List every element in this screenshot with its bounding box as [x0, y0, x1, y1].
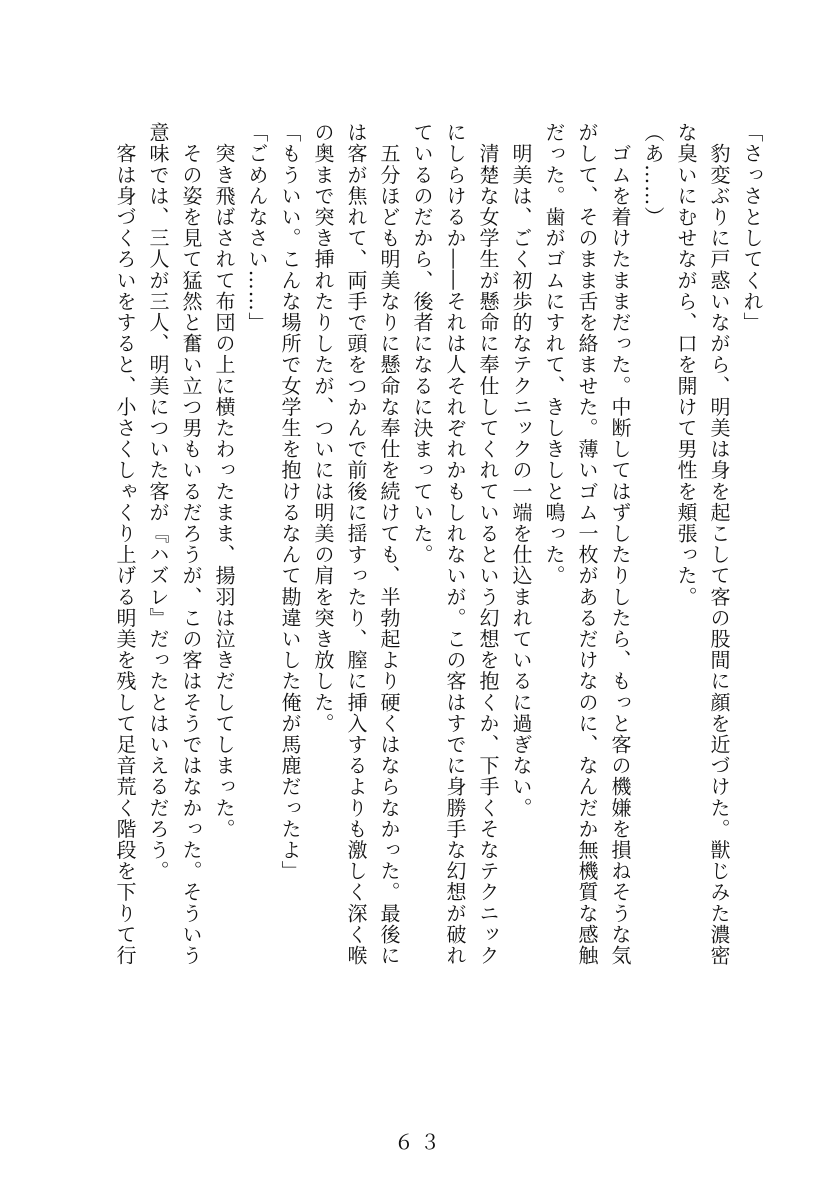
text-line: 「ごめんなさい……」	[245, 122, 269, 333]
text-line: は客が焦れて、両手で頭をつかんで前後に揺すったり、膣に挿入するよりも激しく深く喉	[344, 122, 368, 966]
page-number: ６３	[394, 1130, 446, 1154]
text-line: ゴムを着けたままだった。中断してはずしたりしたら、もっと客の機嫌を損ねそうな気	[608, 122, 632, 966]
text-line: 突き飛ばされて布団の上に横たわったまま、揚羽は泣きだしてしまった。	[212, 122, 236, 840]
text-line: だった。歯がゴムにすれて、きしきしと鳴った。	[542, 122, 566, 587]
text-line: 「もういい。こんな場所で女学生を抱けるなんて勘違いした俺が馬鹿だったよ」	[278, 122, 302, 882]
text-line: 客は身づくろいをすると、小さくしゃくり上げる明美を残して足音荒く階段を下りて行	[113, 122, 137, 966]
text-line: 五分ほども明美なりに懸命な奉仕を続けても、半勃起より硬くはならなかった。最後に	[377, 122, 401, 966]
text-line: 明美は、ごく初歩的なテクニックの一端を仕込まれているに過ぎない。	[509, 122, 533, 819]
text-line: 意味では、三人が三人、明美についた客が『ハズレ』だったとはいえるだろう。	[146, 122, 170, 882]
text-line: の奥まで突き挿れたりしたが、ついには明美の肩を突き放した。	[311, 122, 335, 734]
text-line: にしらけるか――それは人それぞれかもしれないが。この客はすでに身勝手な幻想が破れ	[443, 122, 467, 966]
vertical-text-block	[88, 122, 768, 1002]
text-line: （あ……）	[641, 122, 665, 228]
text-line: ているのだから、後者になるに決まっていた。	[410, 122, 434, 566]
text-line: 豹変ぶりに戸惑いながら、明美は身を起こして客の股間に顔を近づけた。獣じみた濃密	[707, 122, 731, 966]
text-line: がして、そのまま舌を絡ませた。薄いゴム一枚があるだけなのに、なんだか無機質な感触	[575, 122, 599, 966]
text-line: 「さっさとしてくれ」	[740, 122, 764, 333]
text-line: な臭いにむせながら、口を開けて男性を頬張った。	[674, 122, 698, 608]
text-line: その姿を見て猛然と奮い立つ男もいるだろうが、この客はそうではなかった。そういう	[179, 122, 203, 966]
text-line: 清楚な女学生が懸命に奉仕してくれているという幻想を抱くか、下手くそなテクニック	[476, 122, 500, 966]
